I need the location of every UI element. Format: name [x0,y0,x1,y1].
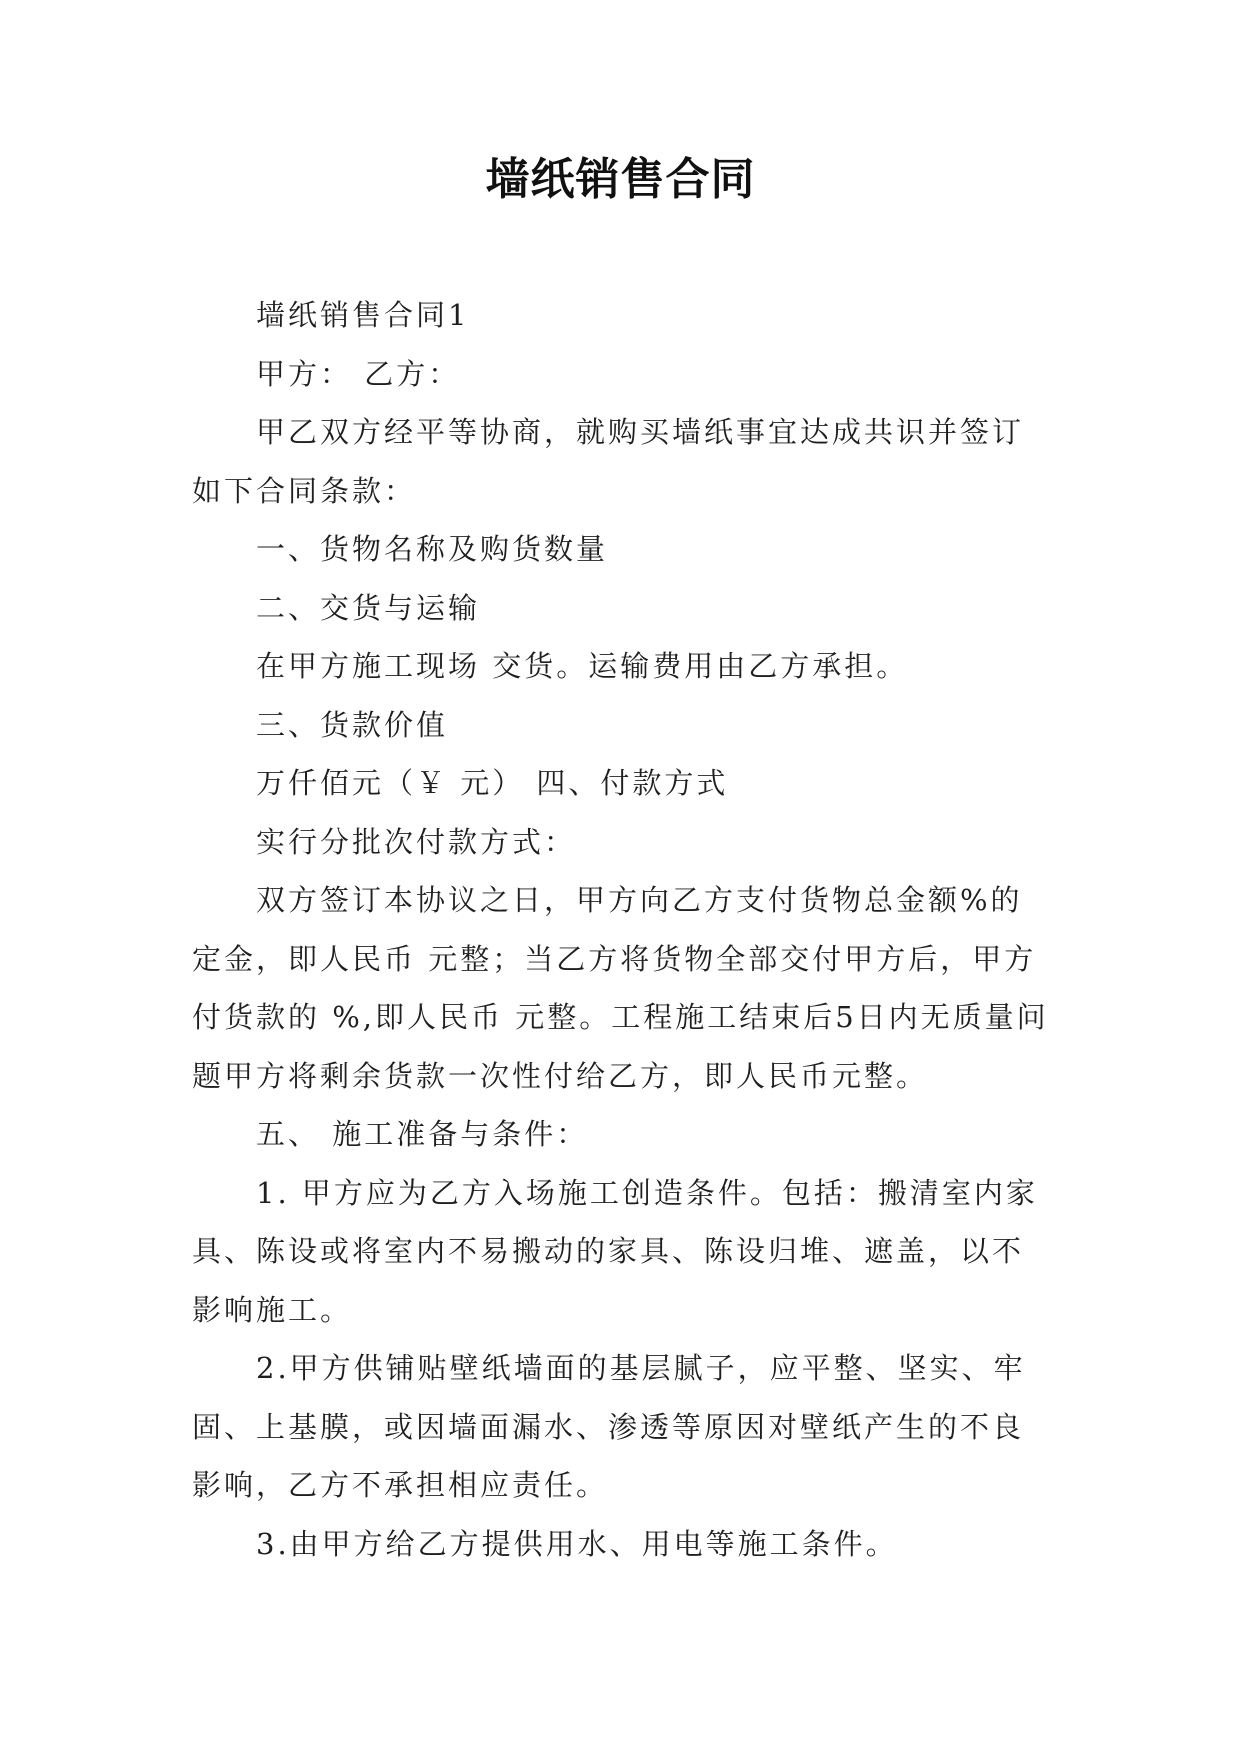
paragraph-payment-details: 双方签订本协议之日，甲方向乙方支付货物总金额%的定金，即人民币 元整；当乙方将货物全部交付甲方后，甲方付货款的 %,即人民币 元整。工程施工结束后5日内无质量问题甲方将剩余货款一次性付给乙方，即人民币元整。 [192,883,1049,1093]
paragraph-price-and-payment-heading: 万仟佰元（￥ 元） 四、付款方式 [256,766,729,800]
paragraph-condition-1: 1. 甲方应为乙方入场施工创造条件。包括：搬清室内家具、陈设或将室内不易搬动的家具、陈设归堆、遮盖，以不影响施工。 [192,1175,1038,1327]
paragraph-parties: 甲方： 乙方： [256,356,461,391]
paragraph-section-preparation: 五、 施工准备与条件： [256,1117,589,1151]
paragraph-intro: 甲乙双方经平等协商，就购买墙纸事宜达成共识并签订如下合同条款： [192,415,1025,508]
paragraph-section-price: 三、货款价值 [256,707,449,742]
paragraph-contract-subtitle: 墙纸销售合同1 [256,298,470,332]
document-title: 墙纸销售合同 [485,154,756,205]
paragraph-section-goods: 一、货物名称及购货数量 [256,532,609,566]
paragraph-delivery-terms: 在甲方施工现场 交货。运输费用由乙方承担。 [256,649,909,683]
paragraph-condition-3: 3.由甲方给乙方提供用水、用电等施工条件。 [256,1526,898,1561]
paragraph-section-delivery: 二、交货与运输 [256,590,481,625]
paragraph-condition-2: 2.甲方供铺贴壁纸墙面的基层腻子，应平整、坚实、牢固、上基膜，或因墙面漏水、渗透等原因对壁纸产生的不良影响，乙方不承担相应责任。 [192,1351,1026,1502]
paragraph-payment-method: 实行分批次付款方式： [256,824,577,859]
document-body [192,286,1054,1573]
